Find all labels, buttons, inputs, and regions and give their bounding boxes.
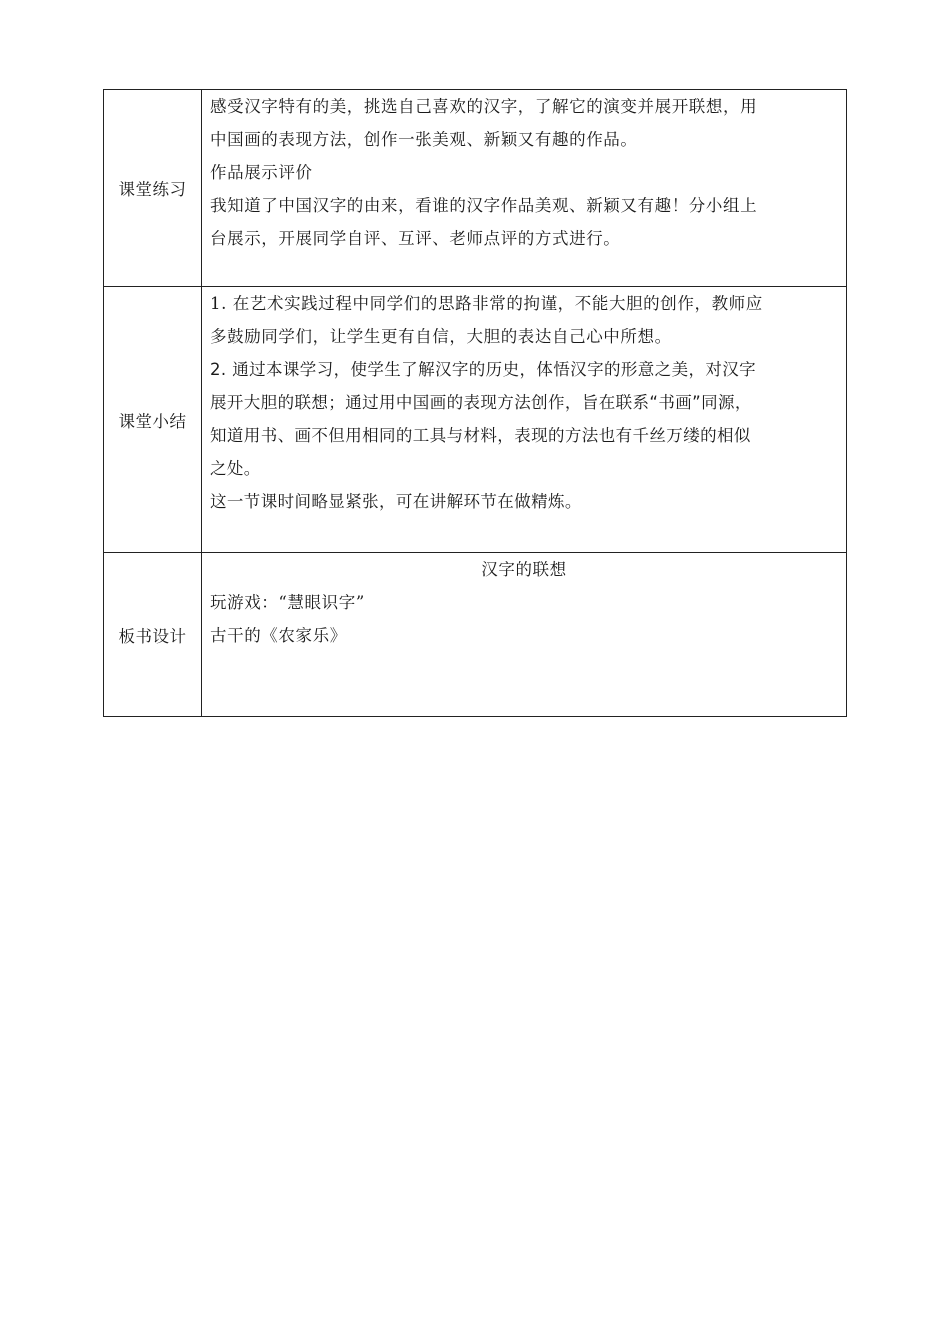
row-content-practice: [202, 90, 847, 287]
content-line: 2. 通过本课学习，使学生了解汉字的历史，体悟汉字的形意之美，对汉字: [210, 360, 757, 379]
content-line: 1. 在艺术实践过程中同学们的思路非常的拘谨，不能大胆的创作，教师应: [210, 294, 763, 313]
board-title: 汉字的联想: [481, 560, 567, 579]
lesson-plan-table: [103, 89, 847, 717]
content-line: 展开大胆的联想；通过用中国画的表现方法创作，旨在联系“书画”同源，: [210, 393, 752, 412]
row-label-summary: 课堂小结: [104, 287, 202, 553]
content-line: 这一节课时间略显紧张，可在讲解环节在做精炼。: [210, 492, 582, 511]
content-line: 知道用书、画不但用相同的工具与材料，表现的方法也有千丝万缕的相似: [210, 426, 751, 445]
content-line: 玩游戏：“慧眼识字”: [210, 593, 365, 612]
row-label-board: 板书设计: [104, 553, 202, 717]
table-row-summary: [104, 287, 847, 553]
content-line: 台展示，开展同学自评、互评、老师点评的方式进行。: [210, 229, 621, 248]
table-row-practice: [104, 90, 847, 287]
content-line: 中国画的表现方法，创作一张美观、新颖又有趣的作品。: [210, 130, 638, 149]
content-line: 之处。: [210, 459, 261, 478]
content-line: 作品展示评价: [210, 163, 313, 182]
table-row-board: [104, 553, 847, 717]
row-content-board: [202, 553, 847, 717]
row-content-summary: [202, 287, 847, 553]
content-line: 我知道了中国汉字的由来，看谁的汉字作品美观、新颖又有趣！分小组上: [210, 196, 758, 215]
content-line: 多鼓励同学们，让学生更有自信，大胆的表达自己心中所想。: [210, 327, 672, 346]
row-label-practice: 课堂练习: [104, 90, 202, 287]
content-line: 感受汉字特有的美，挑选自己喜欢的汉字，了解它的演变并展开联想，用: [210, 97, 758, 116]
content-line: 古干的《农家乐》: [210, 626, 347, 645]
